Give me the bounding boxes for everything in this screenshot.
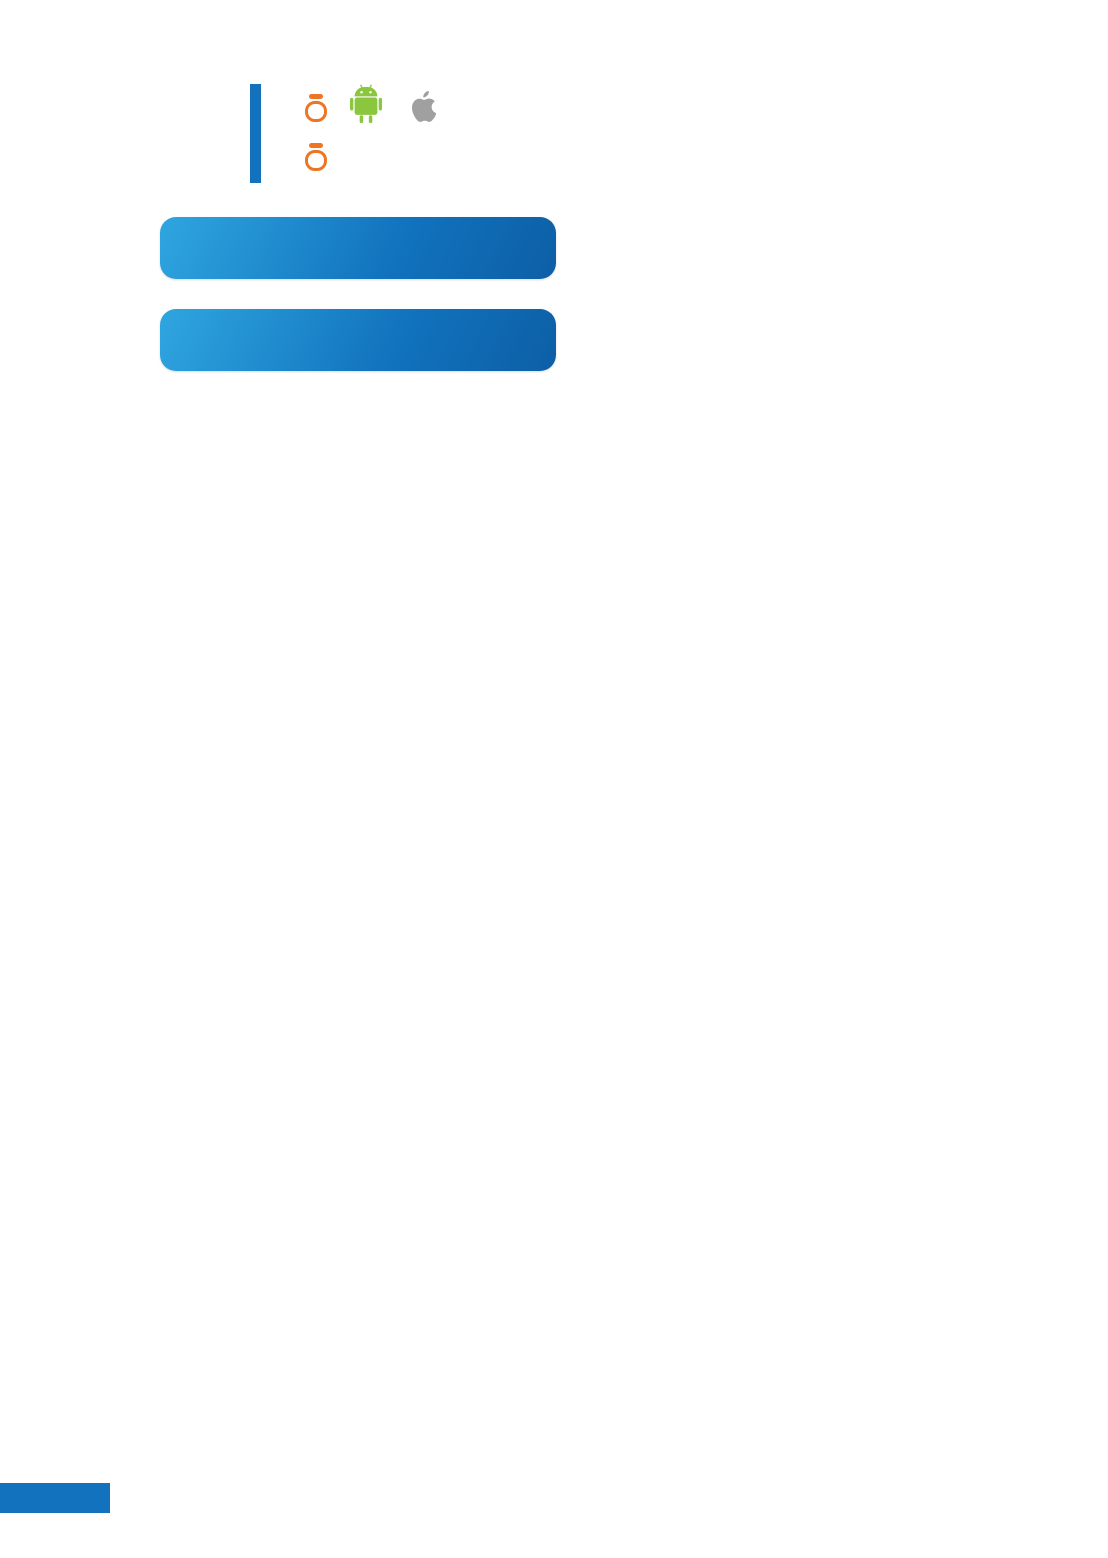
flashpage-logo [305, 150, 327, 171]
android-icon [347, 84, 385, 130]
section-2-right-column [612, 309, 1030, 379]
section-2-header [160, 309, 556, 371]
bordas-brand-tab [309, 143, 323, 148]
intro-step-1 [285, 84, 975, 130]
apple-icon [405, 84, 439, 130]
section-2-left-column [160, 309, 556, 379]
section-1-right-column [612, 217, 1030, 287]
sommaire-page [0, 54, 1108, 1558]
footer-page-bar [0, 1483, 110, 1513]
section-1-header [160, 217, 556, 279]
intro-step-2 [285, 142, 975, 171]
section-1-columns [0, 217, 1108, 287]
section-2-columns [0, 309, 1108, 379]
flashpage-logo [305, 101, 327, 122]
section-1-left-column [160, 217, 556, 287]
bordas-brand-tab [309, 94, 323, 99]
intro-box [250, 84, 975, 183]
